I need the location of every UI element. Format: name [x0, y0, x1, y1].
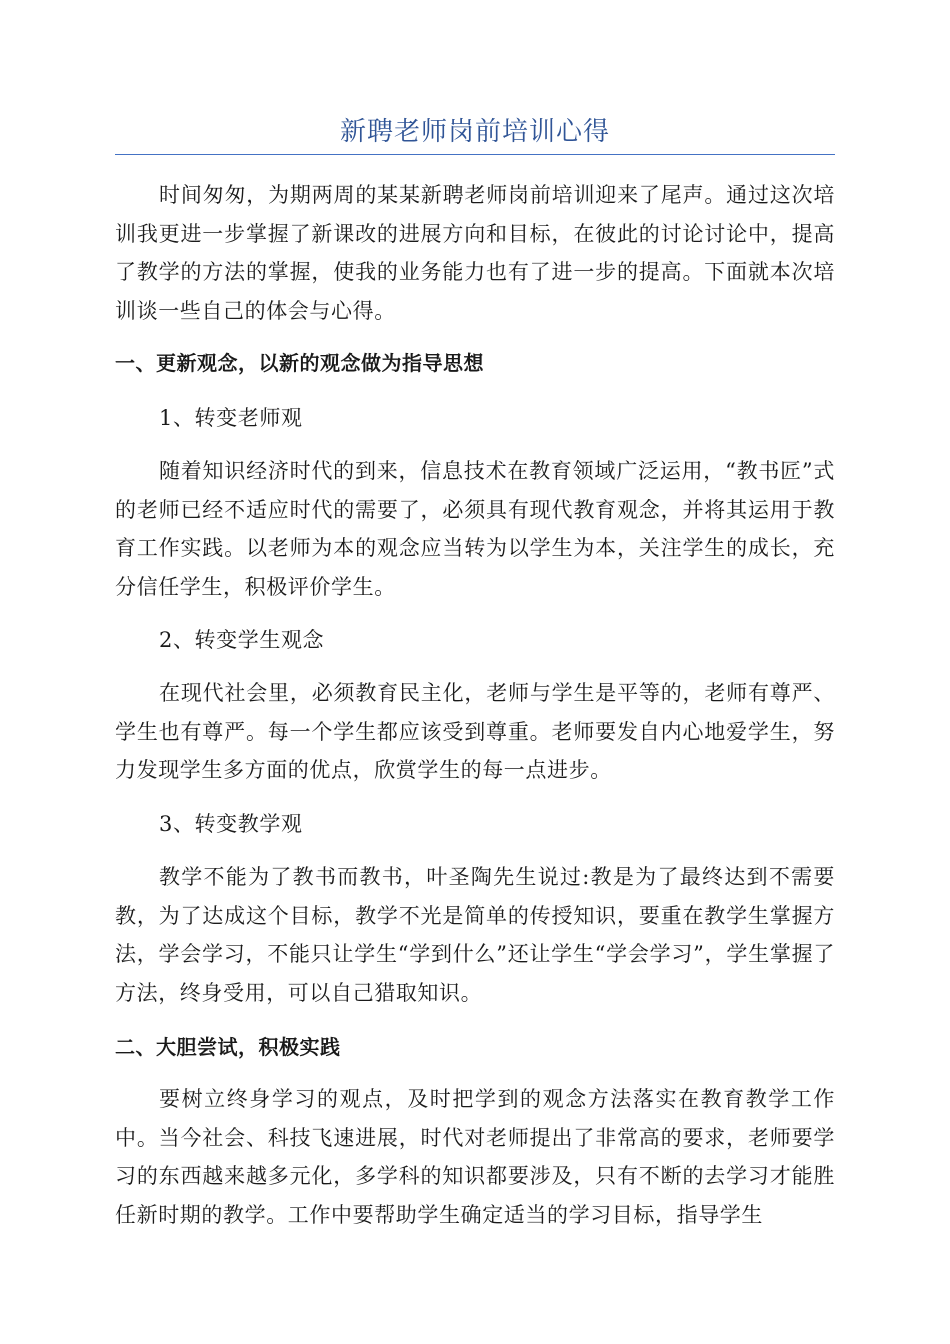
intro-paragraph: 时间匆匆，为期两周的某某新聘老师岗前培训迎来了尾声。通过这次培训我更进一步掌握了新课改的进展方向和目标，在彼此的讨论讨论中，提高了教学的方法的掌握，使我的业务能力也有了进一步的提高。下面就本次培训谈一些自己的体会与心得。	[115, 183, 835, 323]
paragraph-teacher-view: 随着知识经济时代的到来，信息技术在教育领域广泛运用，“教书匠”式的老师已经不适应时代的需要了，必须具有现代教育观念，并将其运用于教育工作实践。以老师为本的观念应当转为以学生为本，关注学生的成长，充分信任学生，积极评价学生。	[115, 459, 835, 599]
section-heading-2: 二、大胆尝试，积极实践	[115, 1035, 341, 1059]
subheading-teacher-view: 1、转变老师观	[159, 406, 303, 430]
document-title: 新聘老师岗前培训心得	[339, 117, 610, 147]
subheading-student-view: 2、转变学生观念	[159, 628, 325, 652]
section-heading-1: 一、更新观念，以新的观念做为指导思想	[115, 351, 484, 375]
paragraph-teaching-view: 教学不能为了教书而教书，叶圣陶先生说过:教是为了最终达到不需要教，为了达成这个目标，教学不光是简单的传授知识，要重在教学生掌握方法，学会学习，不能只让学生“学到什么”还让学生“学会学习”，学生掌握了方法，终身受用，可以自己猎取知识。	[115, 865, 835, 1005]
paragraph-practice: 要树立终身学习的观点，及时把学到的观念方法落实在教育教学工作中。当今社会、科技飞速进展，时代对老师提出了非常高的要求，老师要学习的东西越来越多元化，多学科的知识都要涉及，只有不断的去学习才能胜任新时期的教学。工作中要帮助学生确定适当的学习目标，指导学生	[115, 1087, 835, 1227]
subheading-teaching-view: 3、转变教学观	[159, 812, 303, 836]
paragraph-student-view: 在现代社会里，必须教育民主化，老师与学生是平等的，老师有尊严、学生也有尊严。每一个学生都应该受到尊重。老师要发自内心地爱学生，努力发现学生多方面的优点，欣赏学生的每一点进步。	[115, 681, 835, 782]
title-underline	[115, 154, 835, 155]
